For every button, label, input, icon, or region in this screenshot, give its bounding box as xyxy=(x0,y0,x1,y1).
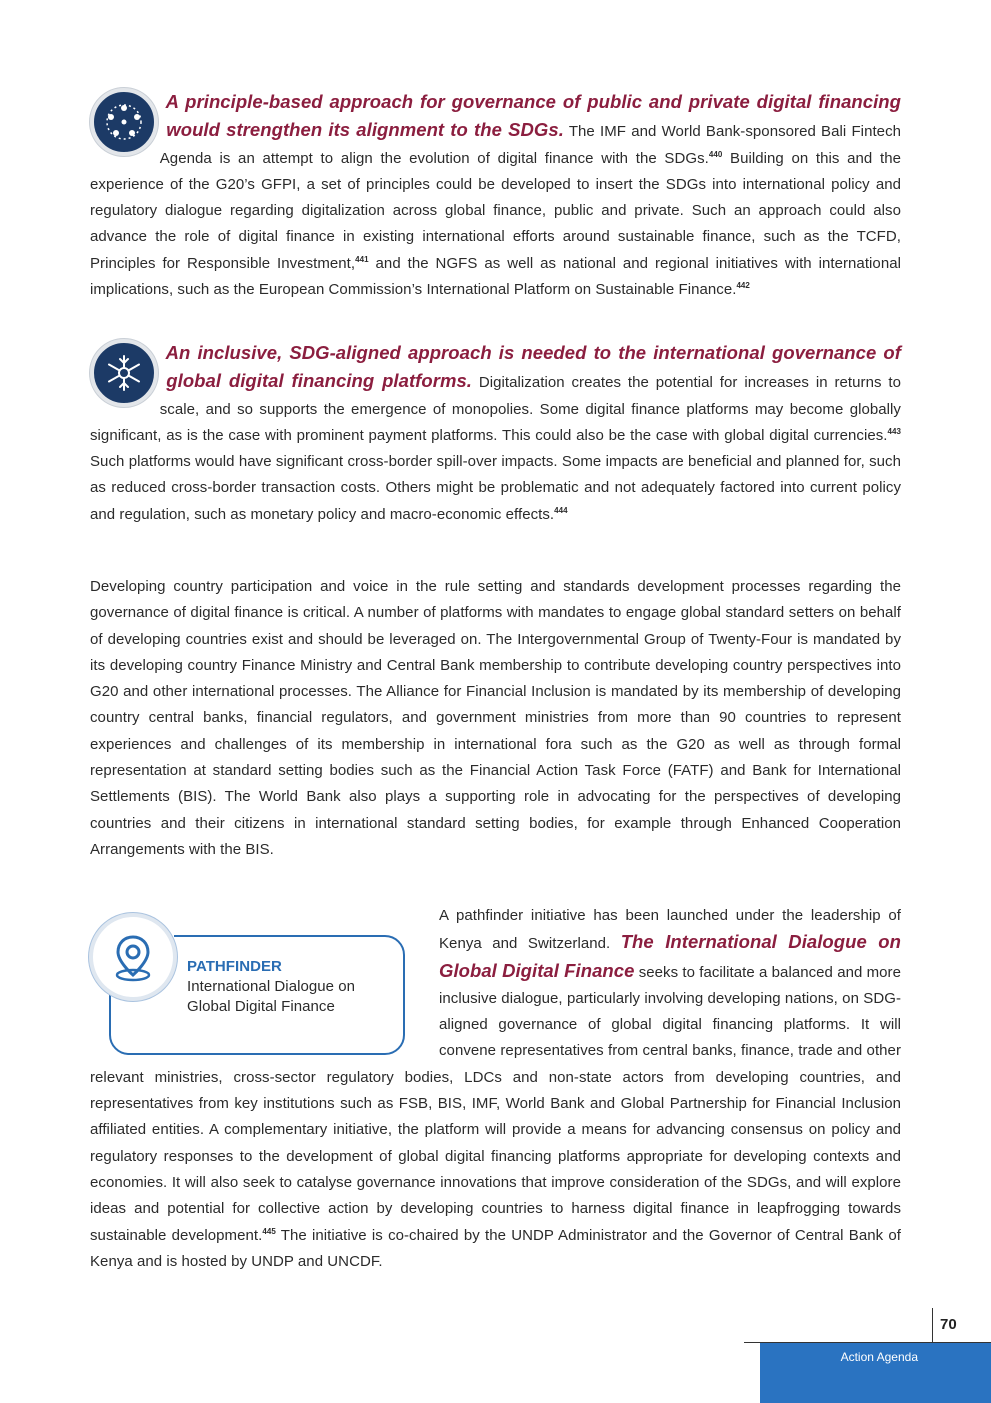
lead-heading: The International Dialogue on Global Digital Finance xyxy=(439,931,901,981)
paragraph-governance-principles xyxy=(90,89,901,303)
circle-of-dots-icon xyxy=(90,88,158,156)
paragraph-platform-governance xyxy=(90,340,901,528)
page-number: 70 xyxy=(940,1316,957,1333)
lead-heading: An inclusive, SDG-aligned approach is needed to the international governance of global digital financing platforms. xyxy=(165,342,901,392)
body-text: The initiative is co-chaired by the UNDP Administrator and the Governor of Central Bank of Kenya and is hosted by UNDP and UNCDF. xyxy=(90,1226,902,1270)
footnote-ref: 445 xyxy=(262,1226,276,1236)
body-text: and the NGFS as well as national and regional initiatives with international implications, such as the European Commission’s International Platform on Sustainable Finance. xyxy=(90,254,901,299)
location-pin-icon xyxy=(89,913,177,1001)
footnote-ref: 443 xyxy=(887,426,901,436)
network-snowflake-icon xyxy=(90,339,158,407)
footnote-ref: 442 xyxy=(736,281,750,291)
body-text: The IMF and World Bank-sponsored Bali Fintech Agenda is an attempt to align the evolution of digital finance with the SDGs. xyxy=(159,123,902,167)
paragraph-developing-country-voice xyxy=(90,574,901,863)
paragraph-pathfinder-initiative xyxy=(90,903,901,1275)
lead-heading: A principle-based approach for governance of public and private digital financing would strengthen its alignment to the SDGs. xyxy=(165,91,901,141)
body-text: seeks to facilitate a balanced and more inclusive dialogue, particularly involving developing nations, on SDG-aligned governance of global digital financing platforms. It will convene representatives from central banks, finance, trade and other relevant ministries, cross-sector regulatory bodies, LDCs and non-state actors from developing countries, and representatives from key institutions such as FSB, BIS, IMF, World Bank and Global Partnership for Financial Inclusion affiliated entities. A complementary initiative, the platform will provide a means for advancing consensus on policy and regulatory responses to the development of global digital financing platforms appropriate for developing contexts and economies. It will also seek to catalyse governance innovations that improve consideration of the SDGs, and will explore ideas and potential for collective action by developing countries to harness digital finance in leapfrogging towards sustainable development. xyxy=(90,963,901,1244)
pathfinder-callout xyxy=(89,909,419,1054)
body-text: Building on this and the experience of the G20’s GFPI, a set of principles could be developed to insert the SDGs into international policy and regulatory dialogue regarding digitalization across global finance, public and private. Such an approach could also advance the role of digital finance in existing international efforts around sustainable finance, such as the TCFD, Principles for Responsible Investment, xyxy=(90,149,901,272)
body-text: Such platforms would have significant cross-border spill-over impacts. Some impacts are beneficial and planned for, such as reduced cross-border transaction costs. Others might be problematic and not adequately factored into current policy and regulation, such as monetary policy and macro-economic effects. xyxy=(90,453,901,523)
footnote-ref: 444 xyxy=(554,505,568,515)
body-text: Digitalization creates the potential for increases in returns to scale, and so supports the emergence of monopolies. Some digital finance platforms may become globally significant, as is the case with prominent payment platforms. This could also be the case with global digital currencies. xyxy=(90,374,901,444)
pathfinder-label: PATHFINDER xyxy=(187,958,282,975)
body-text: A pathfinder initiative has been launched under the leadership of Kenya and Switzerland. xyxy=(439,907,901,953)
footer-section-label: Action Agenda xyxy=(840,1350,918,1364)
body-text: Developing country participation and voice in the rule setting and standards development processes regarding the governance of digital finance is critical. A number of platforms with mandates to engage global standard setters on behalf of developing countries exist and should be leveraged on. The Intergovernmental Group of Twenty-Four is mandated by its developing country Finance Ministry and Central Bank membership to contribute developing country perspectives into G20 and other international processes. The Alliance for Financial Inclusion is mandated by its membership of developing country central banks, financial regulators, and government ministries from more than 90 countries to represent experiences and challenges of its membership in international fora such as the G20 as well as through formal representation at standard setting bodies such as the Financial Action Task Force (FATF) and Bank for International Settlements (BIS). The World Bank also plays a supporting role in advocating for the perspectives of developing countries and their citizens in international standard setting bodies, for example through Enhanced Cooperation Arrangements with the BIS. xyxy=(90,578,901,858)
footnote-ref: 440 xyxy=(708,149,723,159)
footnote-ref: 441 xyxy=(355,254,369,264)
pathfinder-title: International Dialogue on Global Digital Finance xyxy=(187,978,356,1015)
